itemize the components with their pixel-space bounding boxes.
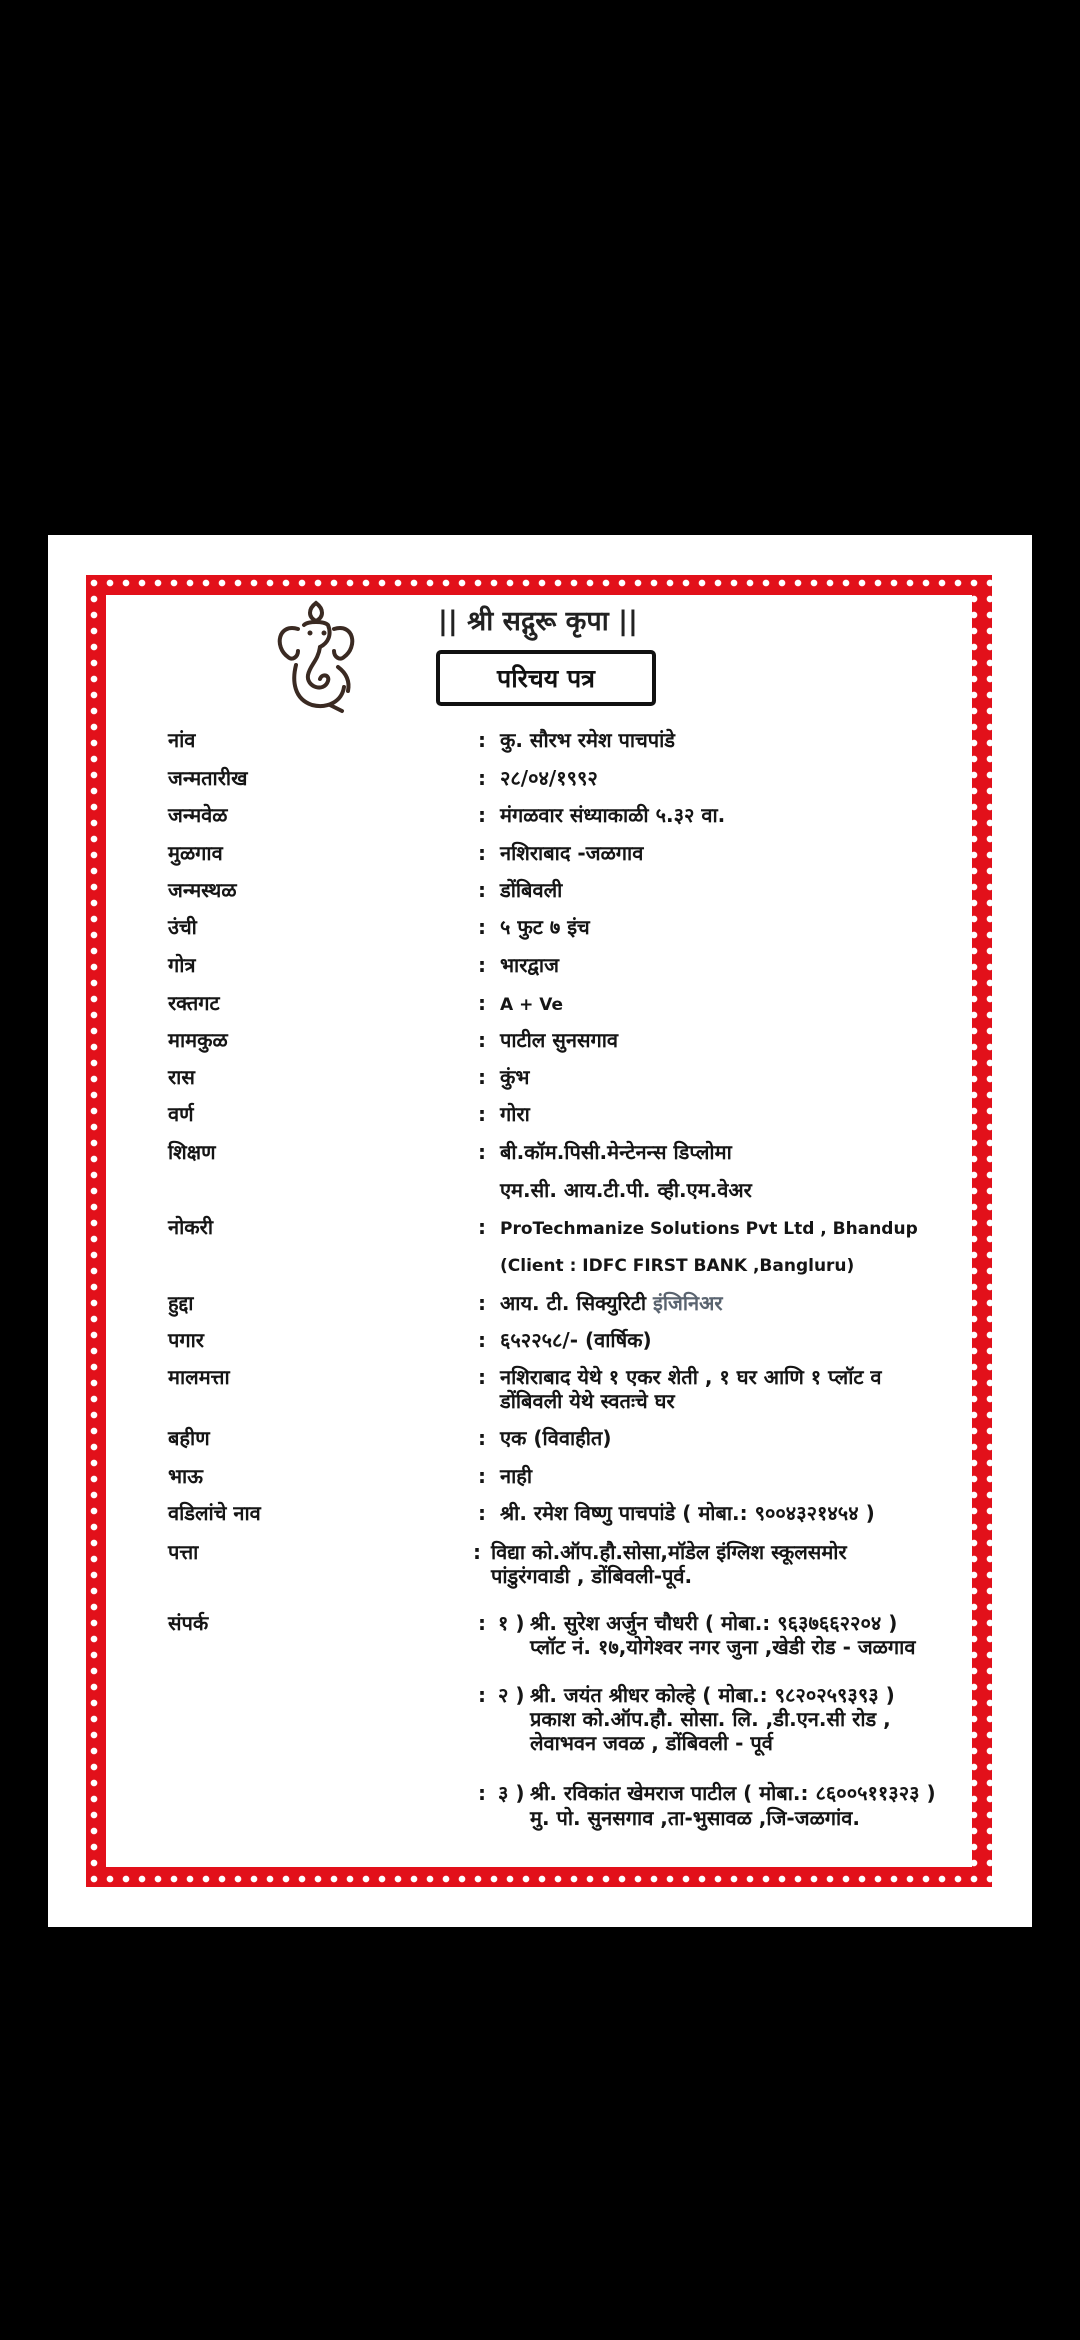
value-birthplace: डोंबिवली — [500, 878, 563, 902]
value-salary: ६५२२५८/- (वार्षिक) — [500, 1328, 652, 1352]
page-title: || श्री सद्गुरू कृपा || — [438, 606, 638, 637]
value-height: ५ फुट ७ इंच — [500, 915, 590, 939]
colon: : — [478, 1611, 486, 1635]
subtitle-box — [436, 650, 656, 706]
label-complexion: वर्ण — [168, 1102, 194, 1126]
label-rashi: रास — [168, 1065, 195, 1089]
value-property-2: डोंबिवली येथे स्वतःचे घर — [500, 1389, 675, 1413]
label-contact: संपर्क — [168, 1611, 209, 1635]
value-father: श्री. रमेश विष्णु पाचपांडे ( मोबा.: ९००४३२१४५४ ) — [500, 1501, 875, 1525]
value-address: विद्या को.ऑप.हौ.सोसा,मॉडेल इंग्लिश स्कूलसमोर — [491, 1540, 847, 1564]
value-job: ProTechmanize Solutions Pvt Ltd , Bhandup — [500, 1219, 918, 1239]
colon: : — [478, 1028, 486, 1052]
colon: : — [478, 1291, 486, 1315]
value-blood-group: A + Ve — [500, 995, 563, 1015]
value-designation-a: आय. टी. सिक्युरिटी — [500, 1291, 654, 1315]
ganesh-icon — [268, 595, 364, 715]
value-dob: २८/०४/१९९२ — [500, 766, 598, 790]
colon: : — [478, 1501, 486, 1525]
contact-line3: लेवाभवन जवळ , डोंबिवली - पूर्व — [530, 1731, 773, 1755]
value-brother: नाही — [500, 1464, 533, 1488]
contact-line1: श्री. जयंत श्रीधर कोल्हे ( मोबा.: ९८२०२५९३९३ ) — [530, 1683, 895, 1707]
colon: : — [478, 915, 486, 939]
value-property: नशिराबाद येथे १ एकर शेती , १ घर आणि १ प्लॉट व — [500, 1365, 882, 1389]
label-height: उंची — [168, 915, 197, 939]
contact-number: ३ ) — [498, 1781, 525, 1805]
label-sister: बहीण — [168, 1426, 210, 1450]
contact-line1: श्री. रविकांत खेमराज पाटील ( मोबा.: ८६००५११३२३ ) — [530, 1781, 936, 1805]
contact-line2: मु. पो. सुनसगाव ,ता-भुसावळ ,जि-जळगांव. — [530, 1806, 860, 1830]
subtitle: परिचय पत्र — [497, 664, 595, 693]
contact-line2: प्लॉट नं. १७,योगेश्वर नगर जुना ,खेडी रोड - जळगाव — [530, 1635, 916, 1659]
contact-line1: श्री. सुरेश अर्जुन चौधरी ( मोबा.: ९६३७६६२२०४ ) — [530, 1611, 898, 1635]
label-blood-group: रक्तगट — [168, 991, 220, 1015]
label-birthplace: जन्मस्थळ — [168, 878, 237, 902]
label-birth-time: जन्मवेळ — [168, 803, 228, 827]
value-birth-time: मंगळवार संध्याकाळी ५.३२ वा. — [500, 803, 726, 827]
label-designation: हुद्दा — [168, 1291, 194, 1315]
colon: : — [478, 878, 486, 902]
contact-number: २ ) — [498, 1683, 525, 1707]
value-name: कु. सौरभ रमेश पाचपांडे — [500, 728, 676, 752]
value-native: नशिराबाद -जळगाव — [500, 841, 644, 865]
colon: : — [478, 1683, 486, 1707]
contact-number: १ ) — [498, 1611, 525, 1635]
colon: : — [478, 953, 486, 977]
label-education: शिक्षण — [168, 1140, 216, 1164]
colon: : — [478, 803, 486, 827]
label-father: वडिलांचे नाव — [168, 1501, 261, 1525]
label-name: नांव — [168, 728, 196, 752]
value-education: बी.कॉम.पिसी.मेन्टेनन्स डिप्लोमा — [500, 1140, 732, 1164]
value-designation-b: इंजिनिअर — [653, 1291, 723, 1315]
colon: : — [478, 1065, 486, 1089]
colon: : — [478, 991, 486, 1015]
value-gotra: भारद्वाज — [500, 953, 559, 977]
label-native: मुळगाव — [168, 841, 223, 865]
colon: : — [478, 1781, 486, 1805]
label-property: मालमत्ता — [168, 1365, 230, 1389]
value-maternal: पाटील सुनसगाव — [500, 1028, 619, 1052]
value-job-2: (Client : IDFC FIRST BANK ,Bangluru) — [500, 1256, 855, 1276]
colon: : — [473, 1540, 481, 1564]
colon: : — [478, 766, 486, 790]
value-sister: एक (विवाहीत) — [500, 1426, 612, 1450]
value-education-2: एम.सी. आय.टी.पी. व्ही.एम.वेअर — [500, 1178, 752, 1202]
colon: : — [478, 841, 486, 865]
label-salary: पगार — [168, 1328, 204, 1352]
label-dob: जन्मतारीख — [168, 766, 248, 790]
colon: : — [478, 1140, 486, 1164]
colon: : — [478, 1365, 486, 1389]
label-maternal: मामकुळ — [168, 1028, 228, 1052]
colon: : — [478, 1464, 486, 1488]
colon: : — [478, 728, 486, 752]
colon: : — [478, 1215, 486, 1239]
contact-line2: प्रकाश को.ऑप.हौ. सोसा. लि. ,डी.एन.सी रोड , — [530, 1707, 891, 1731]
value-address-2: पांडुरंगवाडी , डोंबिवली-पूर्व. — [491, 1564, 693, 1588]
colon: : — [478, 1102, 486, 1126]
label-brother: भाऊ — [168, 1464, 203, 1488]
label-address: पत्ता — [168, 1540, 199, 1564]
document-page — [48, 535, 1032, 1927]
value-complexion: गोरा — [500, 1102, 530, 1126]
colon: : — [478, 1328, 486, 1352]
value-rashi: कुंभ — [500, 1065, 530, 1089]
label-job: नोकरी — [168, 1215, 213, 1239]
colon: : — [478, 1426, 486, 1450]
value-designation — [500, 1291, 723, 1315]
label-gotra: गोत्र — [168, 953, 196, 977]
